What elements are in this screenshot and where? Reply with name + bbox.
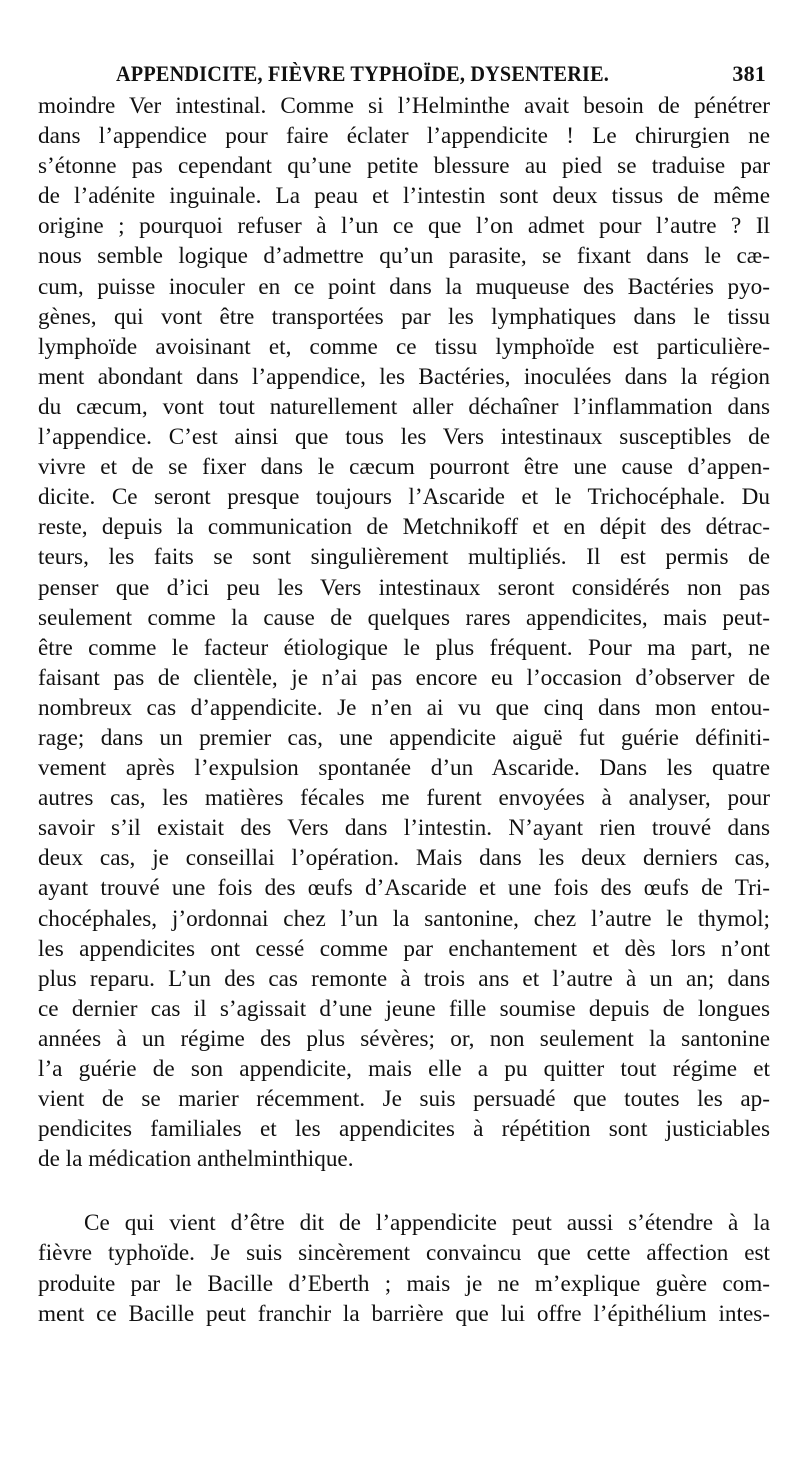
text-line: seulement comme la cause de quelques rares appendicites, mais peut- — [38, 604, 770, 631]
text-line: les appendicites ont cessé comme par enchantement et dès lors n’ont — [38, 935, 770, 962]
text-line: vement après l’expulsion spontanée d’un Ascaride. Dans les quatre — [38, 755, 770, 782]
text-line: vient de se marier récemment. Je suis persuadé que toutes les ap- — [38, 1086, 770, 1113]
text-line: faisant pas de clientèle, je n’ai pas encore eu l’occasion d’observer de — [38, 664, 770, 691]
text-line: penser que d’ici peu les Vers intestinaux seront considérés non pas — [38, 574, 770, 601]
text-line: cum, puisse inoculer en ce point dans la muqueuse des Bactéries pyo- — [38, 273, 770, 300]
book-page — [38, 55, 770, 1329]
running-title: APPENDICITE, FIÈVRE TYPHOÏDE, DYSENTERIE. — [116, 61, 610, 86]
text-line: nombreux cas d’appendicite. Je n’en ai vu que cinq dans mon entou- — [38, 694, 770, 721]
text-line: années à un régime des plus sévères; or, non seulement la santonine — [38, 1025, 770, 1052]
text-line: vivre et de se fixer dans le cæcum pourront être une cause d’appen- — [38, 454, 770, 481]
body-text — [38, 91, 770, 1329]
text-line: nous semble logique d’admettre qu’un parasite, se fixant dans le cæ- — [38, 243, 770, 270]
text-line: gènes, qui vont être transportées par les lymphatiques dans le tissu — [38, 303, 770, 330]
text-line: fièvre typhoïde. Je suis sincèrement convaincu que cette affection est — [38, 1240, 770, 1267]
text-line: chocéphales, j’ordonnai chez l’un la santonine, chez l’autre le thymol; — [38, 905, 770, 932]
text-line: deux cas, je conseillai l’opération. Mais dans les deux derniers cas, — [38, 845, 770, 872]
text-line: ment ce Bacille peut franchir la barrière que lui offre l’épithélium intes- — [38, 1300, 770, 1327]
text-line: du cæcum, vont tout naturellement aller déchaîner l’inflammation dans — [38, 393, 770, 420]
text-line: moindre Ver intestinal. Comme si l’Helminthe avait besoin de pénétrer — [38, 93, 770, 119]
paragraph-fievre-typhoide — [38, 1208, 770, 1328]
text-line: plus reparu. L’un des cas remonte à trois ans et l’autre à un an; dans — [38, 965, 770, 992]
running-head — [38, 55, 770, 91]
text-line: autres cas, les matières fécales me furent envoyées à analyser, pour — [38, 785, 770, 812]
text-line: ce dernier cas il s’agissait d’une jeune fille soumise depuis de longues — [38, 995, 770, 1022]
text-line: Ce qui vient d’être dit de l’appendicite peut aussi s’étendre à la — [84, 1210, 770, 1237]
paragraph-gap — [38, 1174, 770, 1208]
text-line: l’a guérie de son appendicite, mais elle a pu quitter tout régime et — [38, 1056, 770, 1082]
text-line: de l’adénite inguinale. La peau et l’intestin sont deux tissus de même — [38, 183, 770, 210]
text-line: produite par le Bacille d’Eberth ; mais je ne m’explique guère com- — [38, 1270, 770, 1297]
text-line: rage; dans un premier cas, une appendicite aiguë fut guérie définiti- — [38, 724, 770, 751]
text-line: pendicites familiales et les appendicites à répétition sont justiciables — [38, 1116, 770, 1143]
text-line: savoir s’il existait des Vers dans l’intestin. N’ayant rien trouvé dans — [38, 815, 770, 842]
text-line: ayant trouvé une fois des œufs d’Ascaride et une fois des œufs de Tri- — [38, 875, 770, 902]
text-line: s’étonne pas cependant qu’une petite blessure au pied se traduise par — [38, 153, 770, 180]
text-line: lymphoïde avoisinant et, comme ce tissu lymphoïde est particulière- — [38, 333, 770, 360]
text-line: dicite. Ce seront presque toujours l’Ascaride et le Trichocéphale. Du — [38, 484, 770, 511]
text-line: origine ; pourquoi refuser à l’un ce que l’on admet pour l’autre ? Il — [38, 213, 770, 240]
text-line: reste, depuis la communication de Metchnikoff et en dépit des détrac- — [38, 514, 770, 541]
text-line: l’appendice. C’est ainsi que tous les Vers intestinaux susceptibles de — [38, 424, 770, 451]
text-line: être comme le facteur étiologique le plus fréquent. Pour ma part, ne — [38, 634, 770, 661]
text-line: ment abondant dans l’appendice, les Bactéries, inoculées dans la région — [38, 363, 770, 390]
text-line: teurs, les faits se sont singulièrement multipliés. Il est permis de — [38, 544, 770, 571]
paragraph-appendicite — [38, 91, 770, 1174]
text-line: de la médication anthelminthique. — [38, 1146, 354, 1173]
text-line: dans l’appendice pour faire éclater l’appendicite ! Le chirurgien ne — [38, 123, 770, 150]
page-number: 381 — [732, 61, 766, 86]
